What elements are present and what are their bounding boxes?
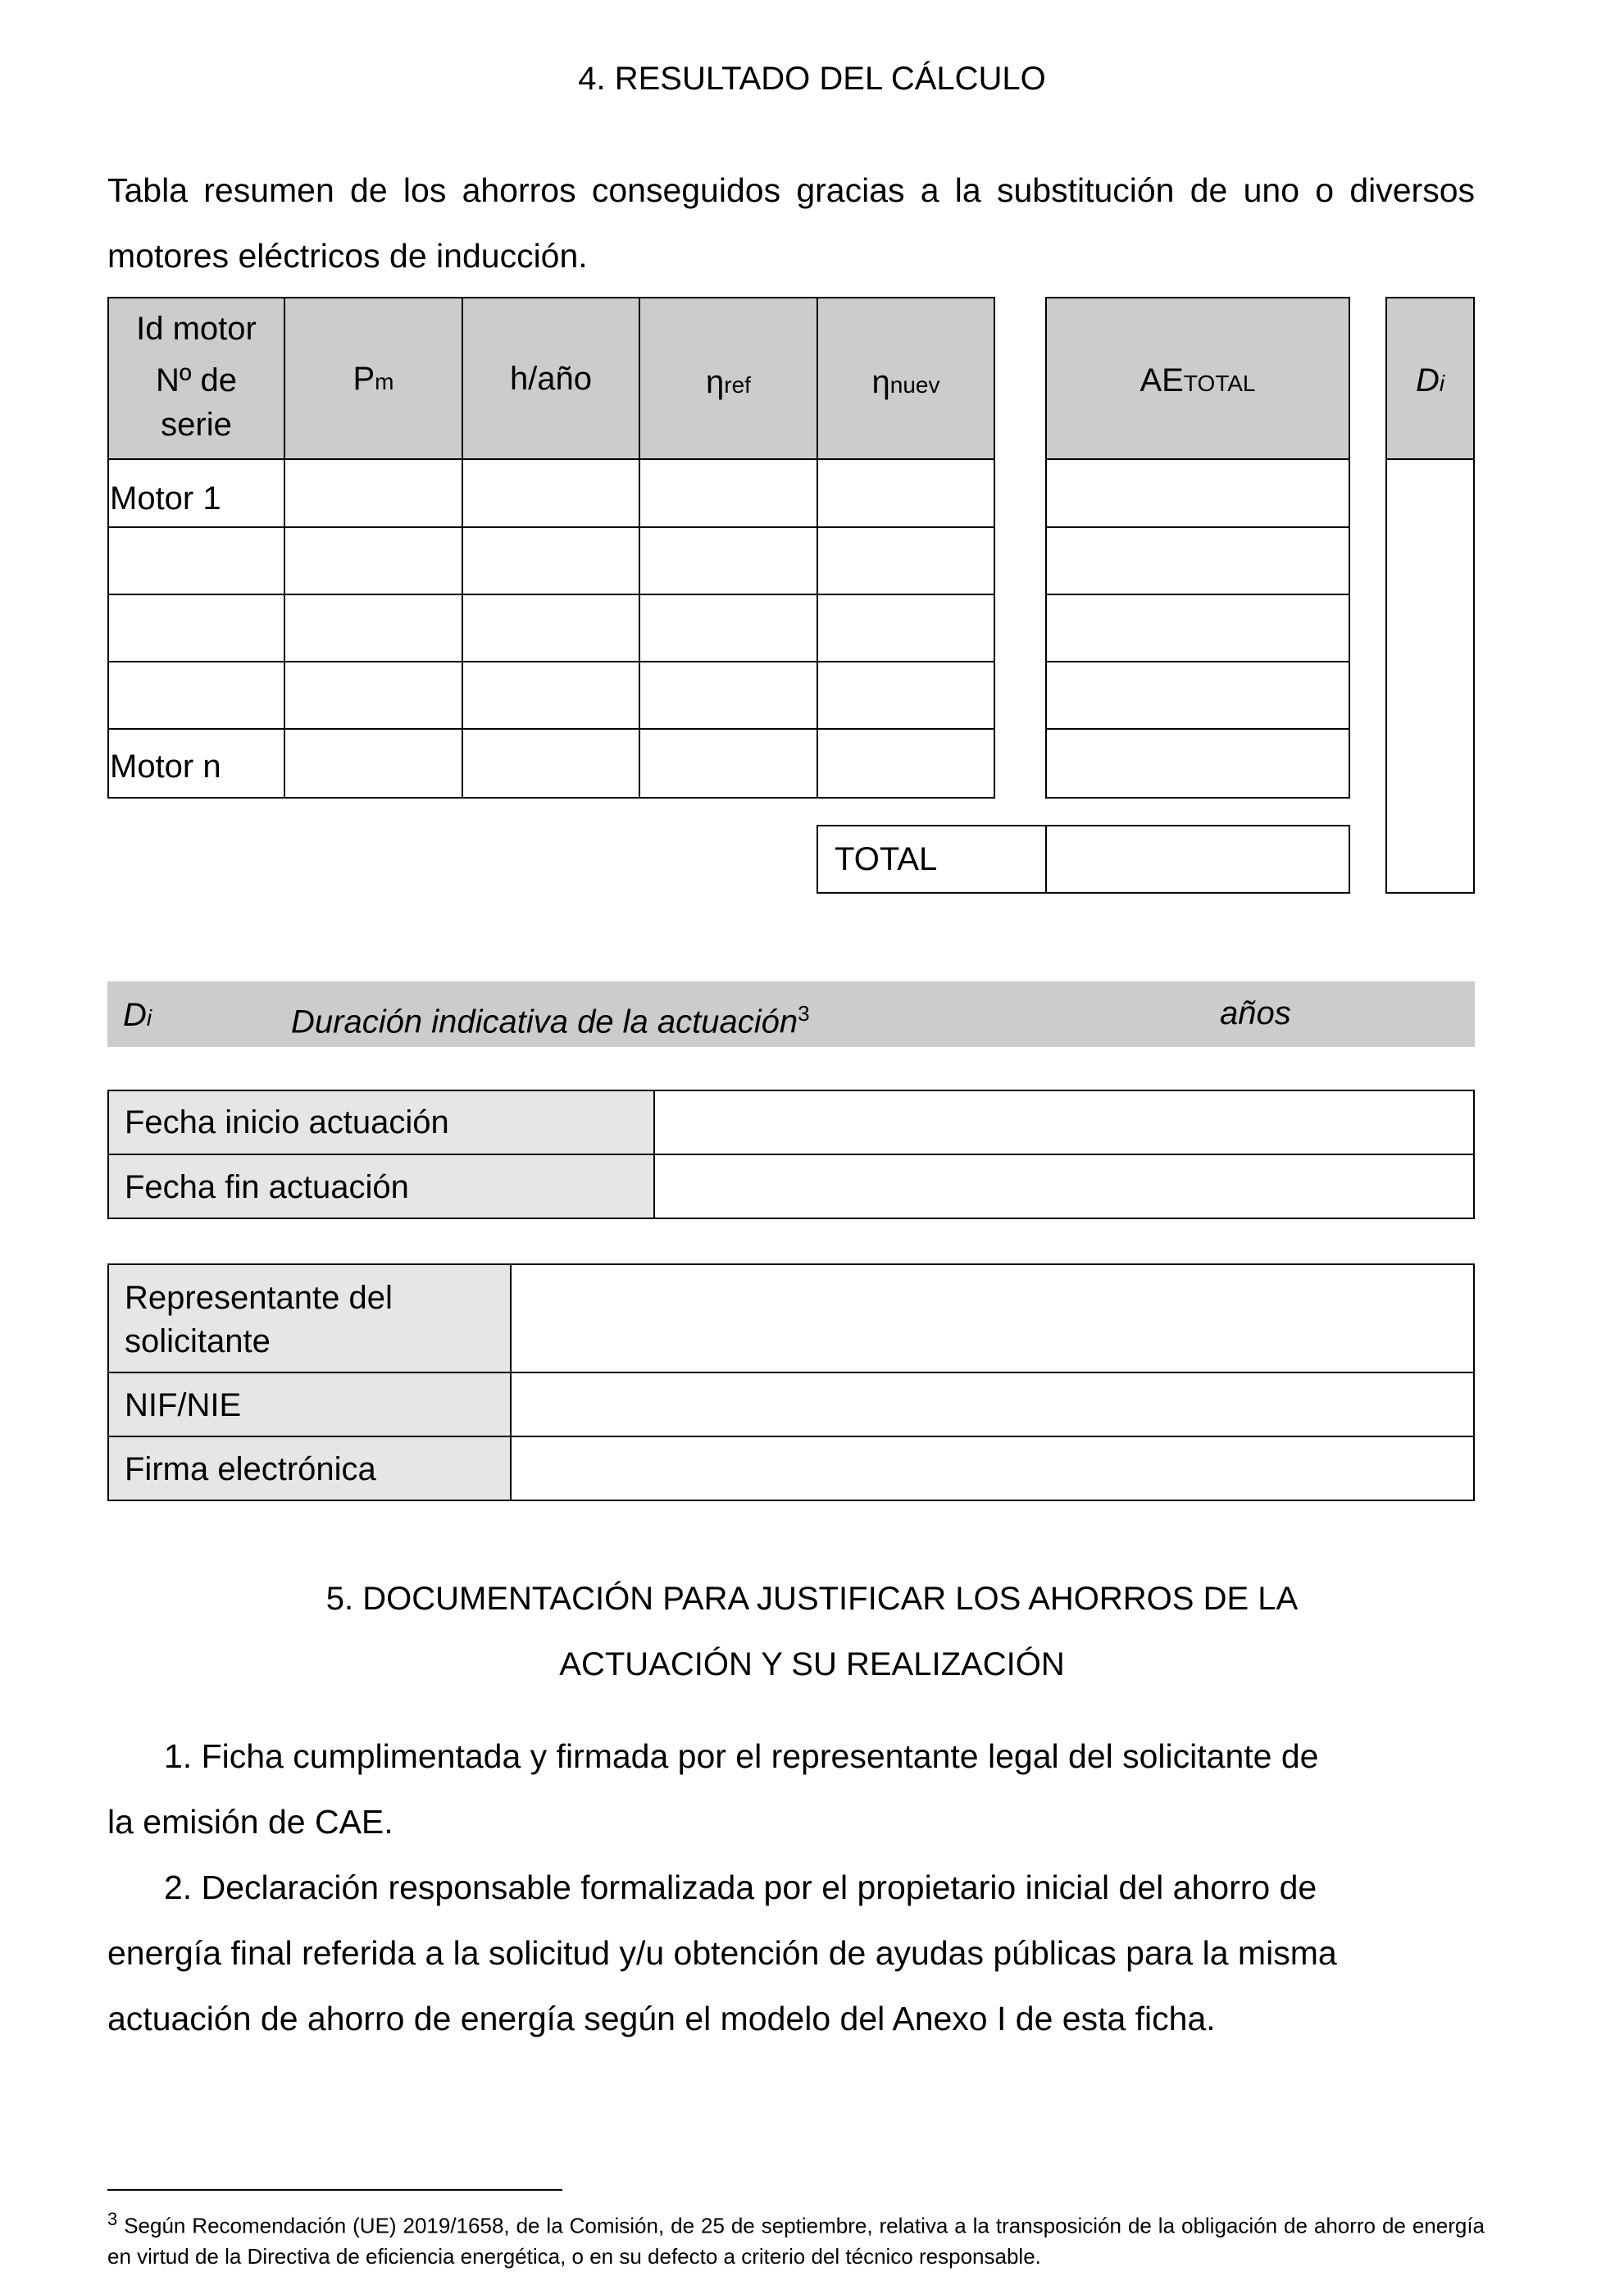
total-value-cell[interactable] [1045, 825, 1350, 894]
row-label-motor-n: Motor n [110, 749, 221, 785]
section-5-title-line2: ACTUACIÓN Y SU REALIZACIÓN [559, 1646, 1065, 1682]
end-date-label: Fecha fin actuación [125, 1169, 409, 1205]
representative-label-line1: Representante del [125, 1280, 393, 1316]
grid-col-divider [462, 458, 463, 799]
ae-row-divider [1045, 661, 1350, 662]
header-di-label: Di [1415, 362, 1445, 398]
footnote-separator [107, 2189, 562, 2191]
total-label: TOTAL [835, 841, 938, 877]
grid-col-divider [817, 458, 818, 799]
signature-label: Firma electrónica [125, 1451, 376, 1487]
representative-input[interactable] [510, 1263, 1475, 1373]
start-date-input[interactable] [653, 1090, 1475, 1155]
start-date-label: Fecha inicio actuación [125, 1104, 449, 1140]
header-id-line1: Id motor [136, 311, 257, 347]
header-ae-total-label: AETOTAL [1140, 362, 1256, 398]
end-date-input[interactable] [653, 1154, 1475, 1219]
section-5-title-line1: 5. DOCUMENTACIÓN PARA JUSTIFICAR LOS AHORROS DE LA [325, 1581, 1299, 1617]
nif-input[interactable] [510, 1372, 1475, 1437]
di-value-cell[interactable] [1385, 458, 1475, 894]
header-hours-label: h/año [509, 361, 593, 397]
header-pm-label: Pm [353, 361, 394, 397]
doc-item-1-line2: la emisión de CAE. [107, 1803, 393, 1841]
doc-item-2-line2: energía final referida a la solicitud y/u obtención de ayudas públicas para la misma [107, 1934, 1337, 1972]
header-eta-new-label: ηnuev [871, 364, 940, 400]
doc-item-1-line1: 1. Ficha cumplimentada y firmada por el representante legal del solicitante de [164, 1737, 1319, 1775]
doc-item-2-line3: actuación de ahorro de energía según el modelo del Anexo I de esta ficha. [107, 2000, 1216, 2037]
footnote-text: $^3$ Según Recomendación (UE) 2019/1658, de la Comisión, de 25 de septiembre, relativa a la transposición de la obligación de ahorro de energía en virtud de la Directiva de eficiencia energética, o en su defecto a criterio del técnico responsable. [107, 2209, 1485, 2269]
doc-item-2-line1: 2. Declaración responsable formalizada por el propietario inicial del ahorro de [164, 1869, 1317, 1906]
header-eta-ref-label: ηref [706, 364, 751, 400]
section-4-title: 4. RESULTADO DEL CÁLCULO [578, 61, 1046, 97]
row-label-motor-1: Motor 1 [110, 480, 221, 517]
duration-unit: años [1220, 995, 1291, 1031]
ae-row-divider [1045, 728, 1350, 730]
motor-data-grid [107, 458, 995, 799]
nif-label: NIF/NIE [125, 1387, 242, 1423]
duration-label: Duración indicativa de la actuación$^3$ [291, 1001, 810, 1040]
header-id-line2: Nº de [155, 362, 238, 398]
ae-total-column [1045, 458, 1350, 799]
ae-row-divider [1045, 594, 1350, 595]
grid-row-divider [107, 594, 995, 595]
representative-label-line2: solicitante [125, 1323, 271, 1359]
table-intro-paragraph: Tabla resumen de los ahorros conseguidos gracias a la substitución de uno o diversos motores eléctricos de inducción. [107, 171, 1475, 275]
header-id-line3: serie [161, 407, 232, 443]
grid-col-divider [284, 458, 285, 799]
duration-di-label: Di [123, 997, 152, 1033]
grid-row-divider [107, 728, 995, 730]
signature-input[interactable] [510, 1436, 1475, 1501]
grid-row-divider [107, 661, 995, 662]
ae-row-divider [1045, 526, 1350, 528]
grid-col-divider [639, 458, 640, 799]
grid-row-divider [107, 526, 995, 528]
